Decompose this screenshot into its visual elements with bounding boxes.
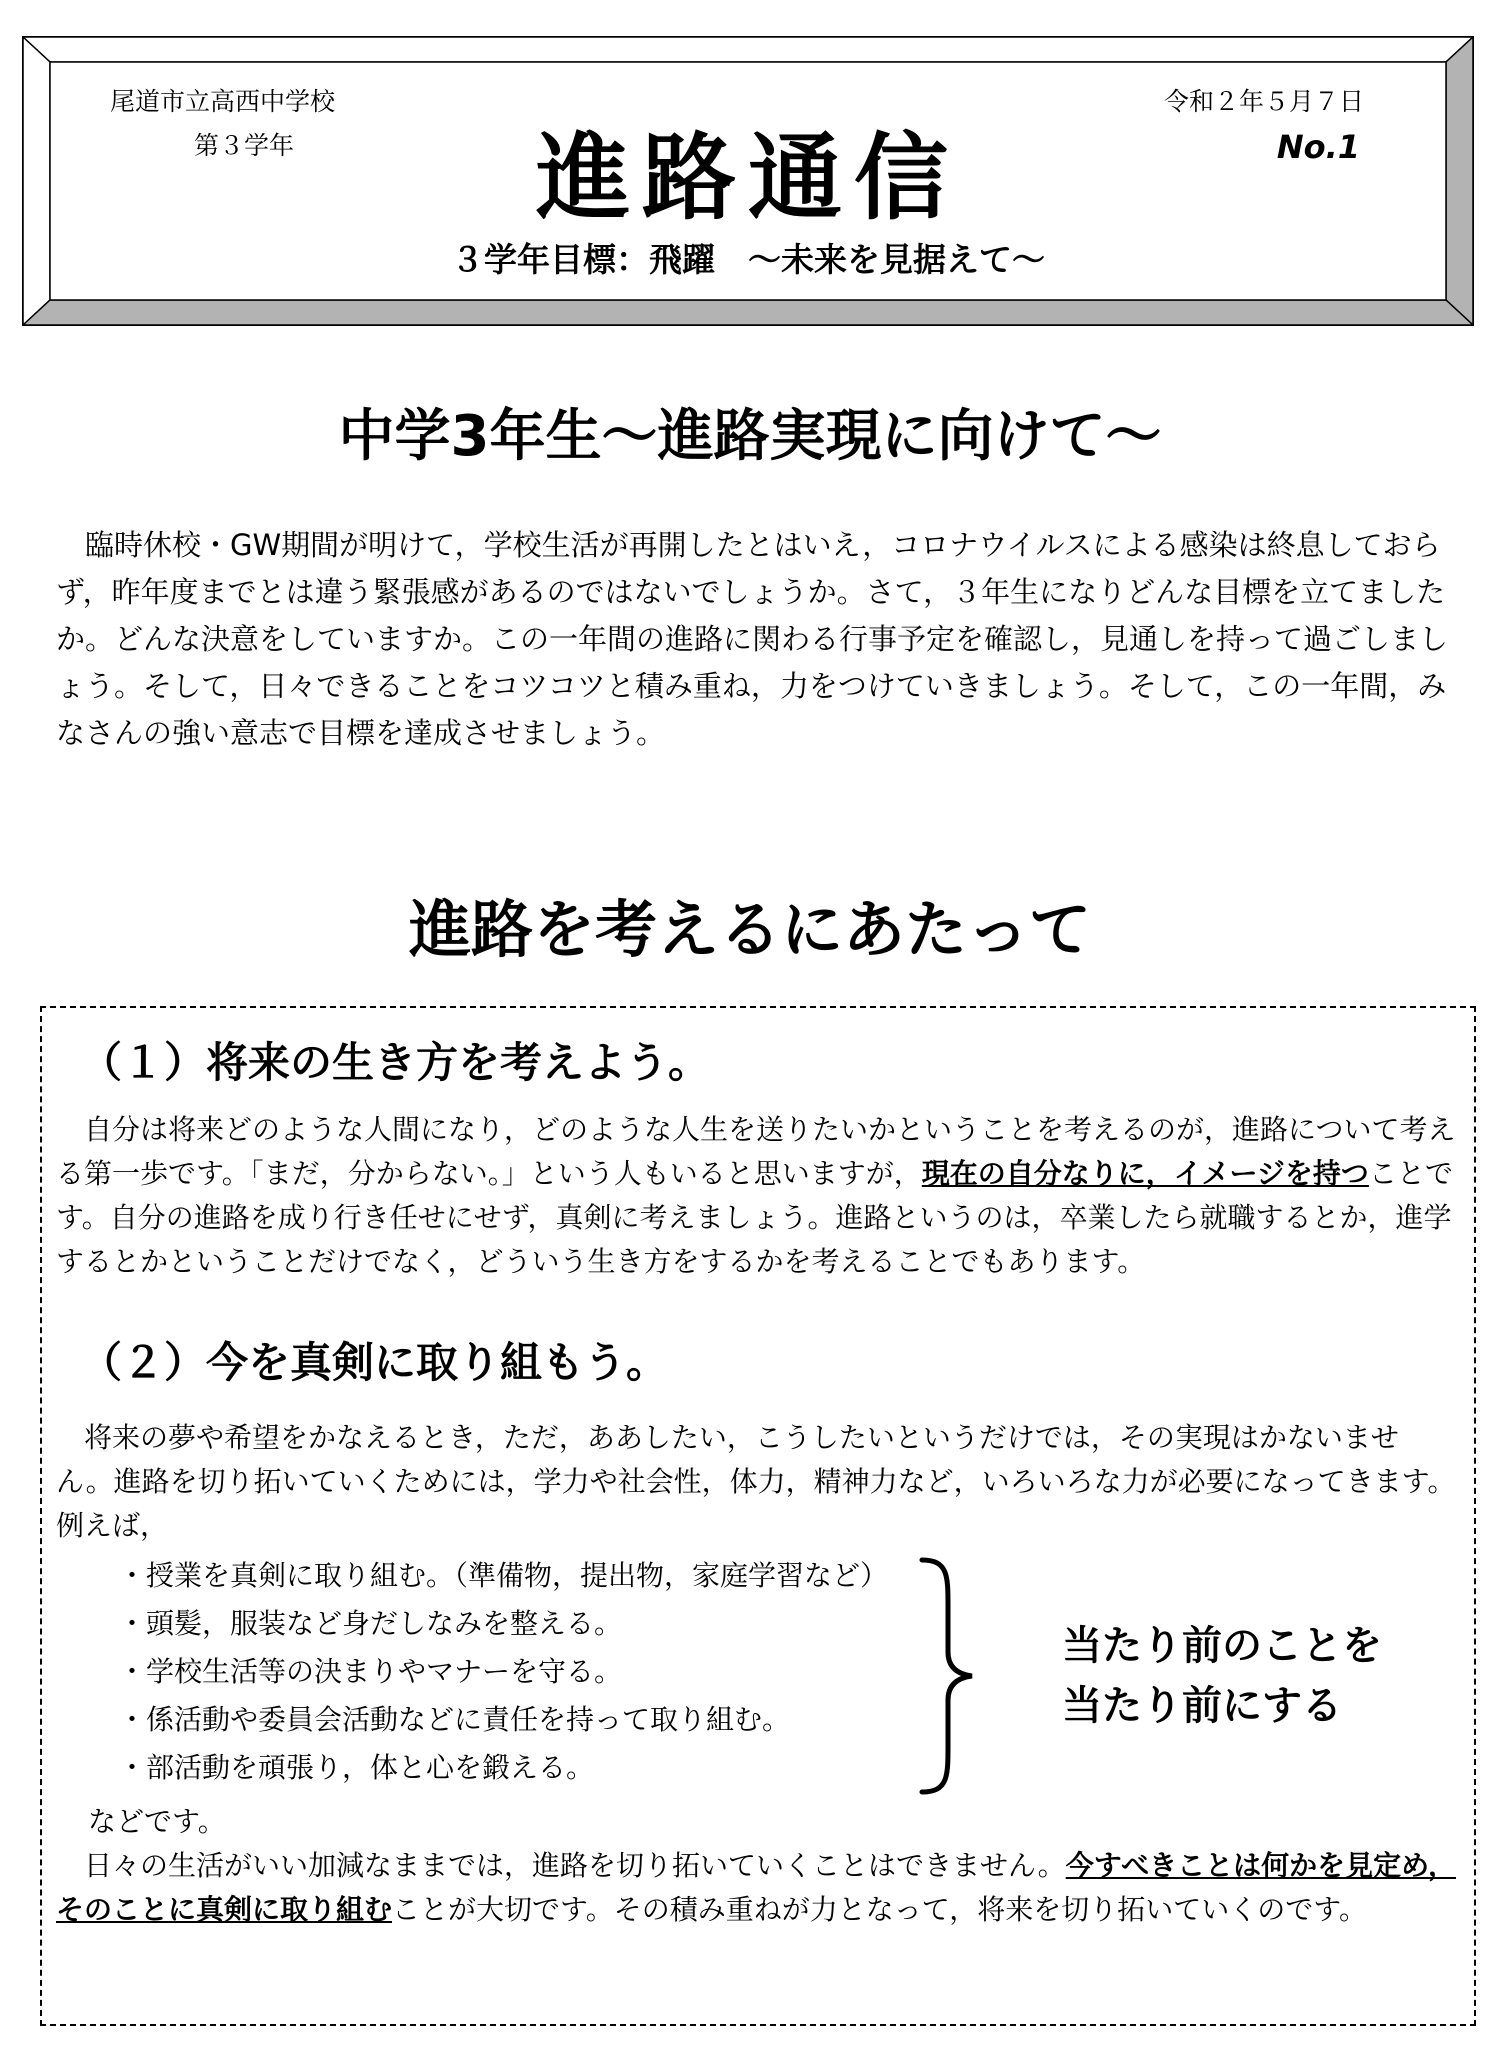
section1-text-after: ことです。自分の進路を成り行き任せにせず，真剣に考えましょう。進路というのは，卒業したら就職するとか，進学するとかということだけでなく，どういう生き方をするかを考えることでもあります。 bbox=[56, 1157, 1453, 1278]
intro-paragraph bbox=[56, 522, 1456, 757]
dashed-content-box bbox=[40, 1006, 1476, 2026]
school-name: 尾道市立高西中学校 bbox=[110, 87, 336, 116]
section2-body bbox=[56, 1416, 1456, 1548]
closing-emphasis: 今すべきことは何かを見定め，そのことに真剣に取り組む bbox=[56, 1849, 1457, 1926]
issue-number: No.1 bbox=[1276, 128, 1360, 166]
closing-text-after: ことが大切です。その積み重ねが力となって，将来を切り拓いていくのです。 bbox=[392, 1893, 1367, 1926]
section2-text: 将来の夢や希望をかなえるとき，ただ，ああしたい，こうしたいというだけでは，その実現はかないません。進路を切り拓いていくためには，学力や社会性，体力，精神力など，いろいろな力が必要になってきます。例えば， bbox=[56, 1421, 1456, 1542]
section1-body bbox=[56, 1108, 1456, 1284]
newsletter-title: 進路通信 bbox=[535, 124, 960, 233]
issue-date: 令和２年５月７日 bbox=[1163, 87, 1364, 116]
grade-label: 第３学年 bbox=[194, 131, 295, 160]
headline-thinking-career: 進路を考えるにあたって bbox=[408, 893, 1091, 966]
slogan-line-1: 当たり前のことを bbox=[1062, 1623, 1382, 1669]
section1-text-before: 自分は将来どのような人間になり，どのような人生を送りたいかということを考えるのが，進路について考える第一歩です。「まだ，分からない。」という人もいると思いますが， bbox=[56, 1113, 1456, 1190]
section2-closing bbox=[56, 1844, 1456, 1932]
habit-list bbox=[118, 1552, 888, 1792]
list-item: ・授業を真剣に取り組む。（準備物，提出物，家庭学習など） bbox=[118, 1559, 889, 1592]
section1-title: （１）将来の生き方を考えよう。 bbox=[80, 1038, 711, 1087]
intro-text: 臨時休校・GW期間が明けて，学校生活が再開したとはいえ，コロナウイルスによる感染は終息しておらず，昨年度までとは違う緊張感があるのではないでしょうか。さて，３年生になりどんな目標を立てましたか。どんな決意をしていますか。この一年間の進路に関わる行事予定を確認し，見通しを持って過ごしましょう。そして，日々できることをコツコツと積み重ね，力をつけていきましょう。そして，この一年間，みなさんの強い意志で目標を達成させましょう。 bbox=[56, 528, 1449, 750]
list-item: ・係活動や委員会活動などに責任を持って取り組む。 bbox=[118, 1703, 791, 1736]
list-item: ・学校生活等の決まりやマナーを守る。 bbox=[118, 1655, 623, 1688]
masthead-frame bbox=[22, 36, 1474, 326]
closing-text-before: 日々の生活がいい加減なままでは，進路を切り拓いていくことはできません。 bbox=[84, 1849, 1066, 1882]
headline-career-realization: 中学3年生～進路実現に向けて～ bbox=[338, 404, 1162, 469]
section1-emphasis: 現在の自分なりに，イメージを持つ bbox=[921, 1157, 1369, 1190]
list-conclusion: などです。 bbox=[88, 1805, 226, 1838]
list-item: ・部活動を頑張り，体と心を鍛える。 bbox=[118, 1751, 595, 1784]
list-item: ・頭髪，服装など身だしなみを整える。 bbox=[118, 1607, 623, 1640]
curly-brace-icon bbox=[912, 1556, 982, 1796]
slogan bbox=[1062, 1616, 1382, 1736]
section2-title: （２）今を真剣に取り組もう。 bbox=[80, 1338, 669, 1387]
slogan-line-2: 当たり前にする bbox=[1062, 1683, 1342, 1729]
grade-goal: ３学年目標：飛躍 ～未来を見据えて～ bbox=[451, 240, 1045, 279]
